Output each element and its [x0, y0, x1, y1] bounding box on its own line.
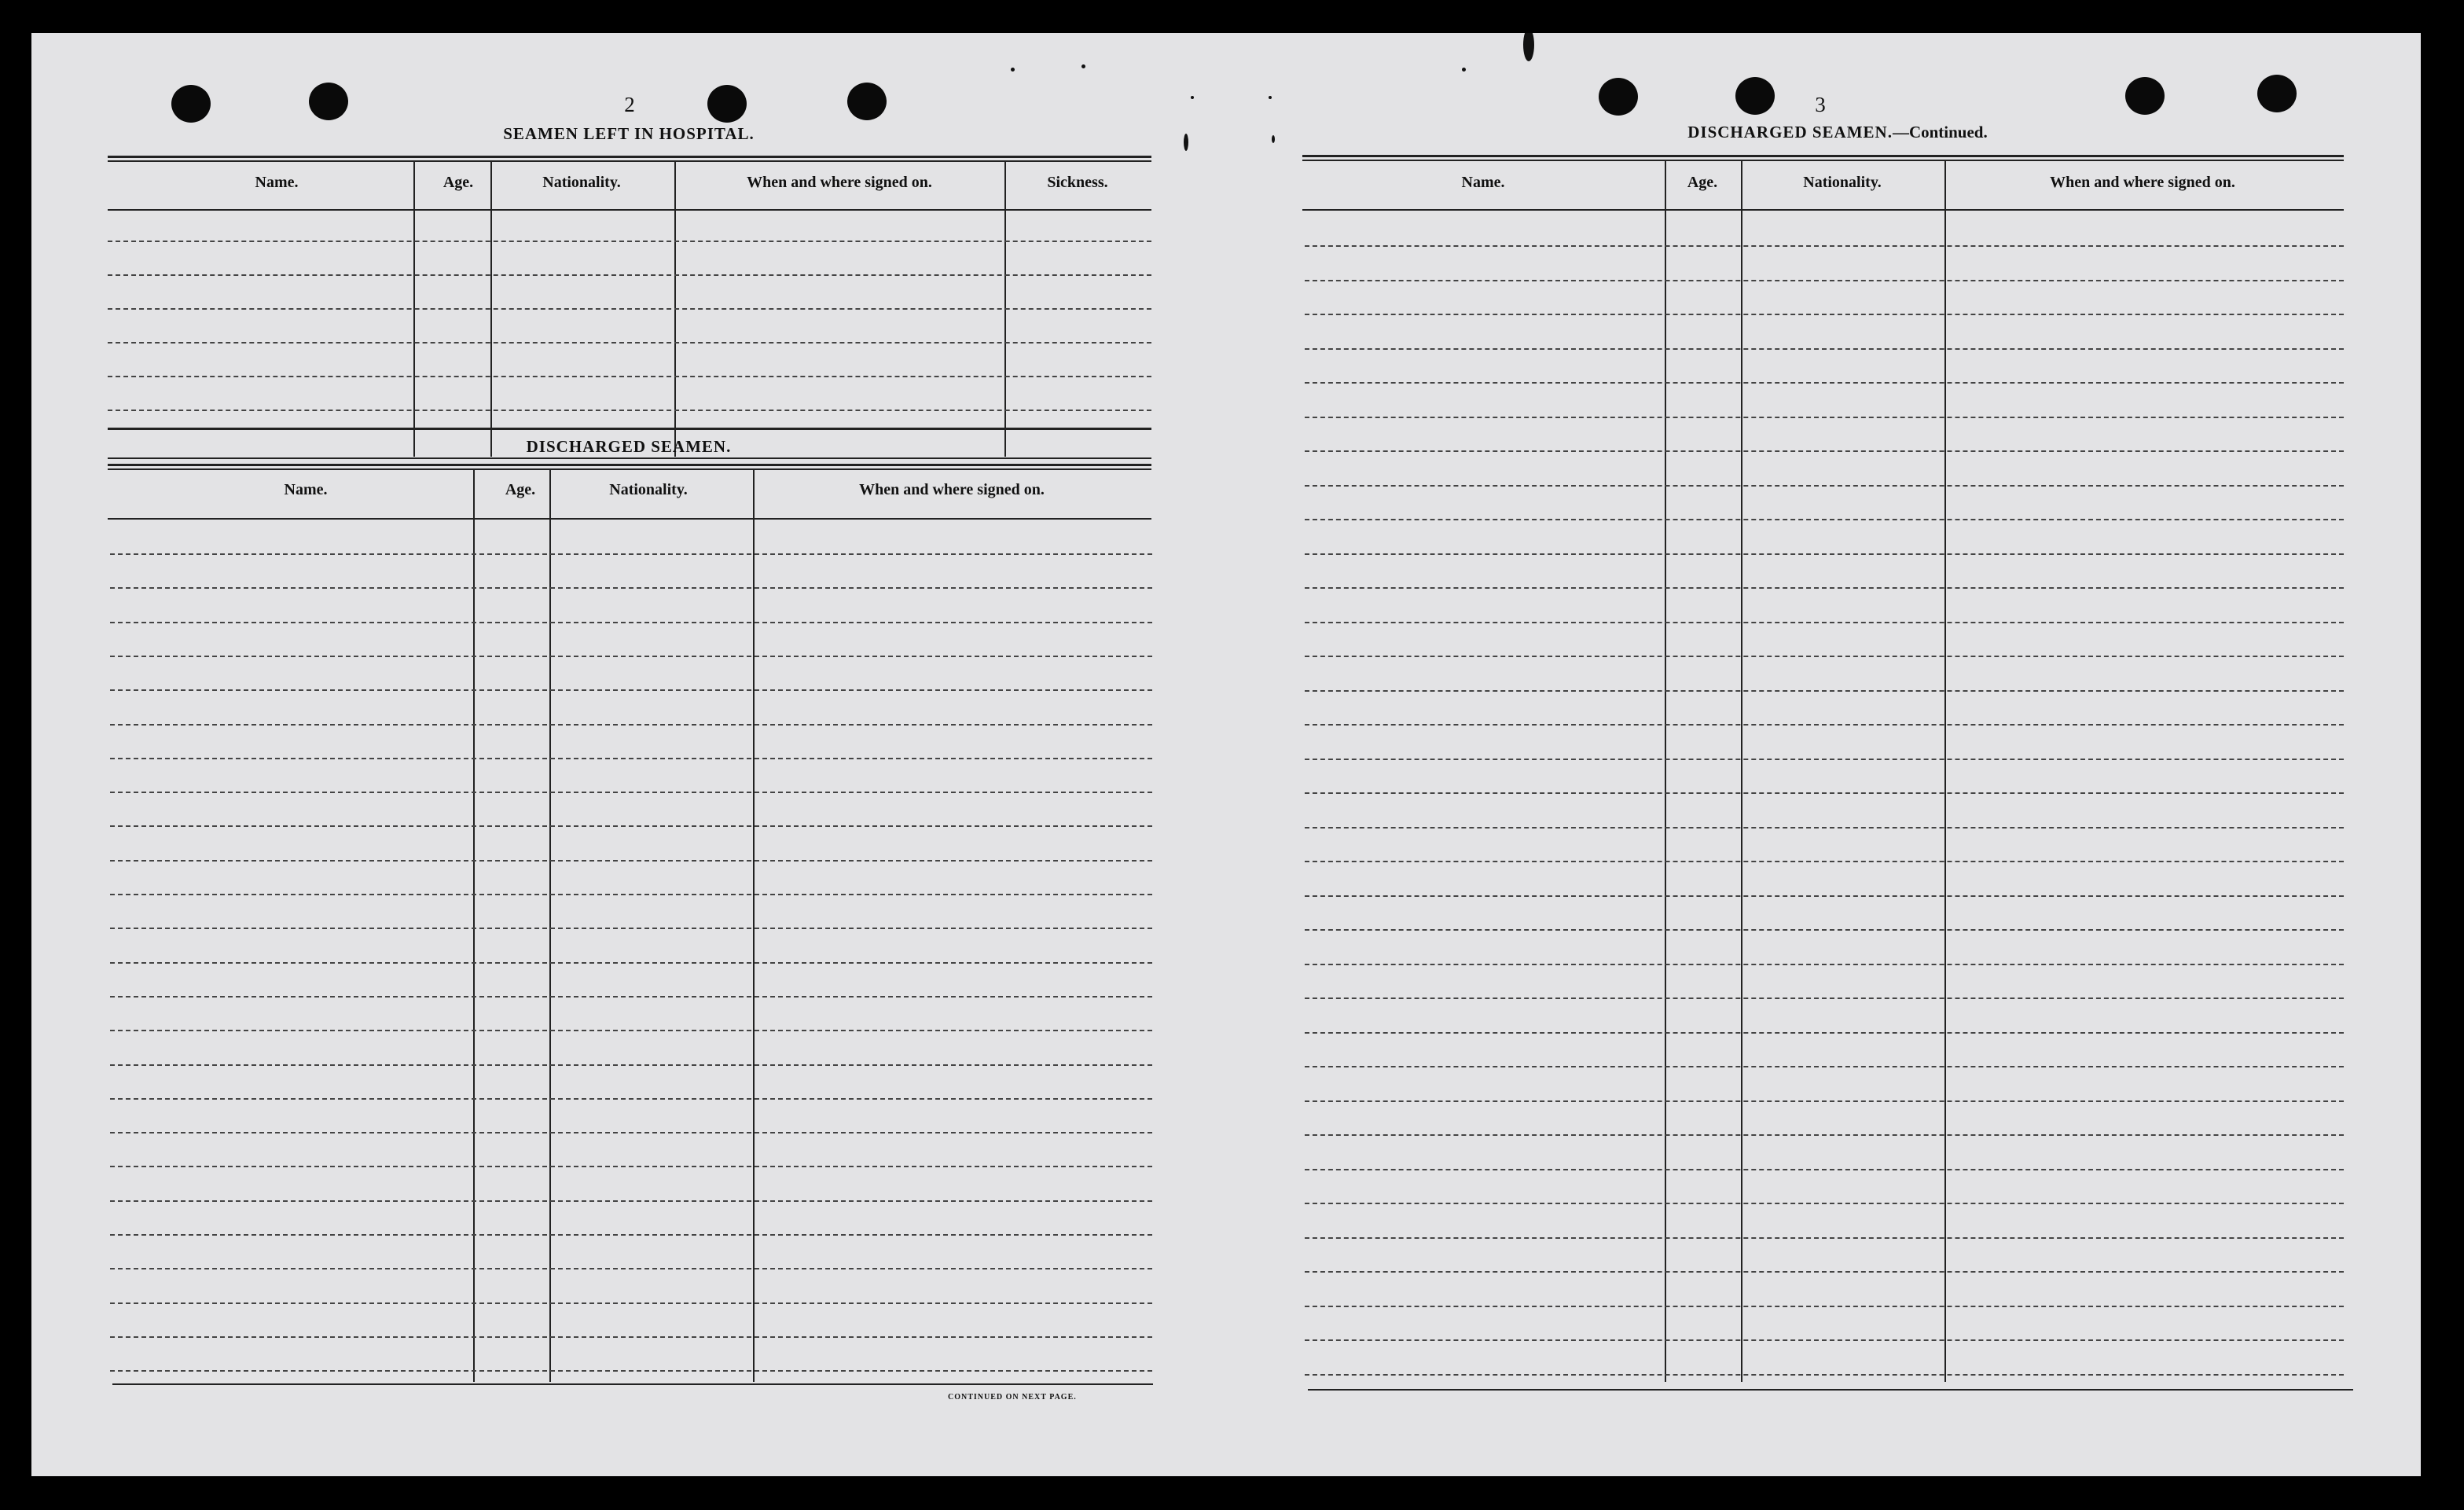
header-underline — [108, 209, 1151, 211]
blank-entry-row — [1305, 1169, 2344, 1170]
blank-entry-row — [110, 792, 1152, 793]
column-nationality: Nationality. — [542, 174, 621, 191]
table-bottom-rule — [1308, 1389, 2353, 1391]
blank-entry-row — [110, 758, 1152, 759]
ink-speck — [1011, 68, 1015, 72]
blank-entry-row — [110, 996, 1152, 997]
punch-hole — [707, 85, 747, 123]
blank-entry-row — [110, 1370, 1152, 1372]
ledger-sheet — [31, 33, 2421, 1476]
table-top-rule — [108, 468, 1151, 470]
column-divider — [473, 468, 475, 1382]
blank-entry-row — [110, 894, 1152, 895]
punch-hole — [2257, 75, 2297, 112]
column-when-where-signed: When and where signed on. — [2050, 174, 2235, 191]
column-nationality: Nationality. — [1803, 174, 1882, 191]
column-age: Age. — [505, 481, 536, 498]
blank-entry-row — [1305, 759, 2344, 760]
table-top-rule — [1302, 155, 2344, 157]
blank-entry-row — [110, 1132, 1152, 1133]
blank-entry-row — [1305, 245, 2344, 247]
ink-speck — [1269, 96, 1272, 99]
blank-entry-row — [110, 1166, 1152, 1167]
blank-entry-row — [1305, 450, 2344, 452]
blank-entry-row — [108, 308, 1151, 310]
blank-entry-row — [1305, 1339, 2344, 1341]
blank-entry-row — [110, 1098, 1152, 1100]
ink-speck — [1462, 68, 1466, 72]
page-number-right: 3 — [1815, 93, 1826, 116]
blank-entry-row — [110, 1030, 1152, 1031]
page-number-left: 2 — [624, 93, 635, 116]
blank-entry-row — [1305, 622, 2344, 623]
blank-entry-row — [110, 825, 1152, 827]
blank-entry-row — [110, 553, 1152, 555]
column-name: Name. — [1461, 174, 1505, 191]
blank-entry-row — [108, 342, 1151, 344]
punch-hole — [1735, 77, 1775, 115]
column-age: Age. — [442, 174, 474, 191]
blank-entry-row — [110, 1302, 1152, 1304]
blank-entry-row — [1305, 280, 2344, 281]
table-top-rule — [1302, 160, 2344, 161]
blank-entry-row — [110, 962, 1152, 964]
discharged-continued-title — [1625, 123, 2050, 142]
title-text: DISCHARGED SEAMEN. — [1687, 123, 1893, 141]
blank-entry-row — [110, 1200, 1152, 1202]
column-name: Name. — [284, 481, 328, 498]
blank-entry-row — [1305, 929, 2344, 931]
blank-entry-row — [1305, 1271, 2344, 1273]
blank-entry-row — [110, 1268, 1152, 1269]
column-divider — [549, 468, 551, 1382]
header-underline — [108, 518, 1151, 520]
blank-entry-row — [110, 724, 1152, 726]
blank-entry-row — [110, 656, 1152, 657]
continued-note: CONTINUED ON NEXT PAGE. — [948, 1393, 1077, 1402]
table-top-rule — [108, 156, 1151, 158]
blank-entry-row — [1305, 861, 2344, 862]
blank-entry-row — [110, 689, 1152, 691]
blank-entry-row — [1305, 1134, 2344, 1136]
table-top-rule — [108, 160, 1151, 162]
blank-entry-row — [1305, 382, 2344, 384]
section-divider-rule — [108, 457, 1151, 459]
ink-speck — [1184, 134, 1188, 151]
blank-entry-row — [1305, 690, 2344, 692]
hospital-section-title: SEAMEN LEFT IN HOSPITAL. — [503, 124, 755, 143]
blank-entry-row — [110, 1234, 1152, 1236]
blank-entry-row — [110, 860, 1152, 862]
blank-entry-row — [110, 928, 1152, 929]
punch-hole — [1599, 78, 1638, 116]
blank-entry-row — [1305, 1032, 2344, 1034]
column-name: Name. — [255, 174, 299, 191]
blank-entry-row — [1305, 519, 2344, 520]
blank-entry-row — [1305, 485, 2344, 487]
punch-hole — [309, 83, 348, 120]
column-age: Age. — [1687, 174, 1718, 191]
blank-entry-row — [1305, 997, 2344, 999]
blank-entry-row — [1305, 587, 2344, 589]
blank-entry-row — [1305, 1374, 2344, 1376]
ink-speck — [1191, 96, 1194, 99]
blank-entry-row — [1305, 417, 2344, 418]
column-divider — [1665, 160, 1666, 1382]
punch-hole — [2125, 77, 2165, 115]
punch-hole — [171, 85, 211, 123]
blank-entry-row — [1305, 1066, 2344, 1067]
blank-entry-row — [110, 622, 1152, 623]
blank-entry-row — [110, 1064, 1152, 1066]
column-divider — [1741, 160, 1742, 1382]
blank-entry-row — [1305, 656, 2344, 657]
section-divider-rule — [108, 428, 1151, 430]
blank-entry-row — [1305, 314, 2344, 315]
table-top-rule — [108, 464, 1151, 466]
blank-entry-row — [108, 376, 1151, 377]
discharged-section-title: DISCHARGED SEAMEN. — [526, 437, 732, 456]
column-divider — [1944, 160, 1946, 1382]
punch-hole — [847, 83, 887, 120]
blank-entry-row — [1305, 1203, 2344, 1204]
blank-entry-row — [1305, 724, 2344, 726]
blank-entry-row — [1305, 827, 2344, 828]
blank-entry-row — [110, 587, 1152, 589]
ink-speck — [1272, 135, 1275, 143]
blank-entry-row — [108, 241, 1151, 242]
blank-entry-row — [1305, 895, 2344, 897]
blank-entry-row — [1305, 792, 2344, 794]
table-bottom-rule — [112, 1383, 1153, 1385]
blank-entry-row — [1305, 1100, 2344, 1102]
column-sickness: Sickness. — [1047, 174, 1108, 191]
blank-entry-row — [1305, 553, 2344, 555]
ink-speck — [1081, 64, 1085, 68]
column-when-where-signed: When and where signed on. — [747, 174, 932, 191]
column-divider — [753, 468, 755, 1382]
column-when-where-signed: When and where signed on. — [859, 481, 1045, 498]
blank-entry-row — [108, 274, 1151, 276]
title-suffix: —Continued. — [1892, 123, 1988, 141]
column-nationality: Nationality. — [609, 481, 688, 498]
blank-entry-row — [1305, 1237, 2344, 1239]
header-underline — [1302, 209, 2344, 211]
ink-speck — [1523, 33, 1534, 61]
blank-entry-row — [108, 410, 1151, 411]
blank-entry-row — [1305, 348, 2344, 350]
blank-entry-row — [1305, 1306, 2344, 1307]
blank-entry-row — [1305, 964, 2344, 965]
blank-entry-row — [110, 1336, 1152, 1338]
